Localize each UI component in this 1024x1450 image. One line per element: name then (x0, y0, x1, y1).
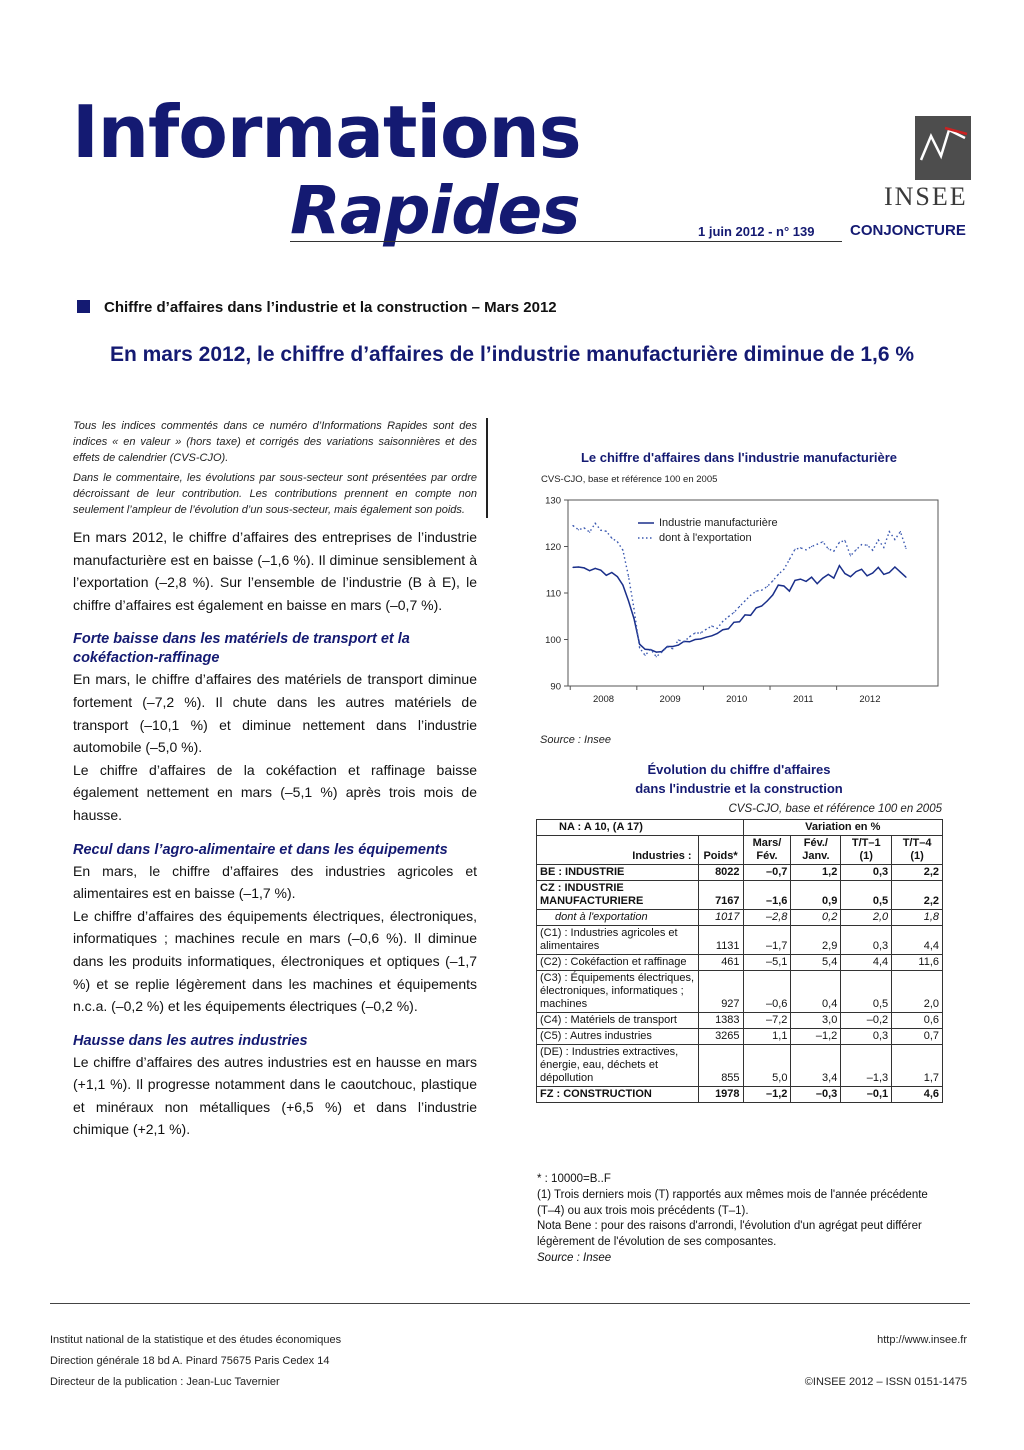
data-point (800, 579, 801, 580)
table-header-na: NA : A 10, (A 17) (537, 820, 744, 836)
table-row (537, 1045, 943, 1087)
data-point (750, 595, 751, 596)
left-column (73, 418, 477, 1141)
legend-label: dont à l'exportation (659, 532, 752, 544)
cell-v2: –0,3 (791, 1087, 841, 1103)
cell-v1: –1,7 (743, 926, 791, 955)
table-row (537, 955, 943, 971)
cell-v2: 0,4 (791, 971, 841, 1013)
data-point (850, 555, 851, 556)
data-point (839, 565, 840, 566)
intro-paragraph: Tous les indices commentés dans ce numéro d’Informations Rapides sont des indices « en valeur » (hors taxe) et corrigés des variations saisonnières et des effets de calendrier (CVS-CJO). (73, 420, 477, 464)
table-row (537, 865, 943, 881)
section-label: CONJONCTURE (850, 222, 966, 239)
x-tick-label: 2010 (726, 694, 748, 705)
table-row (537, 881, 943, 910)
table-title-line: Évolution du chiffre d'affaires (647, 762, 831, 777)
footer-line: Directeur de la publication : Jean-Luc Tavernier (50, 1376, 280, 1388)
intro-box (73, 418, 488, 518)
table-header-col: Fév./ Janv. (791, 836, 841, 865)
cell-poids: 1017 (698, 910, 743, 926)
series-line (573, 566, 906, 653)
data-point (678, 645, 679, 646)
data-point (817, 583, 818, 584)
data-point (811, 546, 812, 547)
data-point (633, 608, 634, 609)
cell-v2: 3,0 (791, 1013, 841, 1029)
data-point (789, 591, 790, 592)
note: * : 10000=B..F (537, 1173, 611, 1185)
cell-v2: –1,2 (791, 1029, 841, 1045)
data-point (783, 585, 784, 586)
issue-date: 1 juin 2012 - n° 139 (698, 224, 815, 239)
data-point (744, 600, 745, 601)
data-point (789, 559, 790, 560)
data-point (756, 607, 757, 608)
table-header-col: Mars/ Fév. (743, 836, 791, 865)
data-point (717, 628, 718, 629)
data-point (889, 531, 890, 532)
data-point (628, 576, 629, 577)
cell-v1: 1,1 (743, 1029, 791, 1045)
data-point (622, 550, 623, 551)
data-point (844, 573, 845, 574)
data-point (584, 527, 585, 528)
chart-subtitle: CVS-CJO, base et référence 100 en 2005 (541, 474, 718, 485)
cell-v1: –2,8 (743, 910, 791, 926)
data-point (672, 646, 673, 647)
cell-v4: 4,4 (892, 926, 943, 955)
data-point (667, 646, 668, 647)
data-point (572, 567, 573, 568)
table-notes (537, 1172, 947, 1267)
footer-right (805, 1330, 967, 1393)
cell-v3: –0,1 (841, 1087, 892, 1103)
data-point (706, 629, 707, 630)
data-point (672, 648, 673, 649)
data-point (622, 585, 623, 586)
y-tick-label: 100 (545, 635, 561, 646)
data-point (756, 591, 757, 592)
cell-v1: –7,2 (743, 1013, 791, 1029)
data-point (700, 638, 701, 639)
data-point (861, 569, 862, 570)
data-point (761, 605, 762, 606)
data-point (656, 652, 657, 653)
cell-v4: 0,7 (892, 1029, 943, 1045)
row-label: (C3) : Équipements électriques, électroniques, informatiques ; machines (537, 971, 699, 1013)
cell-poids: 855 (698, 1045, 743, 1087)
data-point (711, 625, 712, 626)
data-point (844, 540, 845, 541)
data-point (728, 628, 729, 629)
data-point (883, 574, 884, 575)
section-heading: Recul dans l’agro-alimentaire et dans les équipements (73, 841, 448, 858)
cell-v3: 0,5 (841, 881, 892, 910)
footer-line: Institut national de la statistique et des études économiques (50, 1334, 342, 1346)
data-point (894, 539, 895, 540)
body-paragraph: En mars, le chiffre d’affaires des matériels de transport diminue fortement (–7,2 %). Il chute dans les autres matériels de transport (–10,1 %) et diminue nettement dans l’industrie automobile (–5,0 %). (73, 671, 477, 756)
cell-poids: 461 (698, 955, 743, 971)
cell-v3: –0,2 (841, 1013, 892, 1029)
data-point (650, 649, 651, 650)
cell-v4: 1,7 (892, 1045, 943, 1087)
cell-v1: –0,7 (743, 865, 791, 881)
data-point (706, 637, 707, 638)
cell-v4: 2,2 (892, 881, 943, 910)
data-point (617, 576, 618, 577)
cell-poids: 7167 (698, 881, 743, 910)
data-point (806, 581, 807, 582)
data-point (889, 572, 890, 573)
data-point (695, 632, 696, 633)
data-point (739, 621, 740, 622)
cell-v3: 4,4 (841, 955, 892, 971)
cell-v2: 0,9 (791, 881, 841, 910)
data-point (639, 647, 640, 648)
cell-v3: 0,3 (841, 926, 892, 955)
body-paragraph: En mars, le chiffre d’affaires des industries agricoles et alimentaires est en baisse (–1,7 %). (73, 862, 477, 902)
masthead-title: Informations (72, 90, 581, 174)
data-point (833, 551, 834, 552)
data-point (761, 590, 762, 591)
data-point (867, 575, 868, 576)
table-row (537, 910, 943, 926)
data-point (817, 544, 818, 545)
data-point (744, 614, 745, 615)
data-point (639, 644, 640, 645)
x-tick-label: 2008 (592, 694, 615, 705)
data-point (722, 629, 723, 630)
row-label: (DE) : Industries extractives, énergie, eau, déchets et dépollution (537, 1045, 699, 1087)
footer-left (50, 1330, 341, 1393)
footer-url[interactable]: http://www.insee.fr (877, 1334, 967, 1346)
row-label: CZ : INDUSTRIE MANUFACTURIERE (537, 881, 699, 910)
footer-issn: ©INSEE 2012 – ISSN 0151-1475 (804, 1376, 967, 1388)
cell-v2: 2,9 (791, 926, 841, 955)
x-tick-label: 2011 (793, 694, 814, 705)
cell-v3: –1,3 (841, 1045, 892, 1087)
data-table (536, 819, 943, 1103)
cell-v2: 1,2 (791, 865, 841, 881)
data-point (778, 574, 779, 575)
cell-poids: 1131 (698, 926, 743, 955)
cell-v1: –1,2 (743, 1087, 791, 1103)
body-paragraph: Le chiffre d’affaires des autres industries est en hausse en mars (+1,1 %). Il progresse notamment dans le caoutchouc, plastique et minéraux non métalliques (+6,5 %) et dans l’industrie chimique (+2,1 %). (73, 1053, 477, 1138)
cell-v4: 2,0 (892, 971, 943, 1013)
cell-v3: 0,5 (841, 971, 892, 1013)
masthead-subtitle: Rapides (290, 172, 580, 249)
x-tick-label: 2009 (659, 694, 681, 705)
x-tick-label: 2012 (859, 694, 881, 705)
table-header-industries: Industries : (537, 836, 699, 865)
data-point (611, 538, 612, 539)
data-point (645, 655, 646, 656)
data-point (589, 532, 590, 533)
data-point (750, 615, 751, 616)
note: Nota Bene : pour des raisons d'arrondi, l'évolution d'un agrégat peut différer légèrement de l'évolution de ses composantes. (537, 1220, 922, 1249)
cell-v1: –5,1 (743, 955, 791, 971)
cell-v4: 2,2 (892, 865, 943, 881)
table-row (537, 1087, 943, 1103)
data-point (656, 656, 657, 657)
chart-source: Source : Insee (540, 734, 611, 746)
data-point (905, 548, 906, 549)
data-point (628, 600, 629, 601)
data-point (661, 652, 662, 653)
cell-v2: 3,4 (791, 1045, 841, 1087)
masthead-rule (290, 241, 842, 242)
y-tick-label: 90 (550, 681, 561, 693)
data-point (733, 622, 734, 623)
data-point (867, 545, 868, 546)
data-point (617, 541, 618, 542)
data-point (700, 632, 701, 633)
cell-v1: –1,6 (743, 881, 791, 910)
series-industrie-manufacturiere (572, 565, 906, 653)
data-point (894, 566, 895, 567)
data-point (856, 571, 857, 572)
data-point (589, 570, 590, 571)
y-tick-label: 110 (545, 588, 561, 600)
data-point (772, 580, 773, 581)
data-point (689, 641, 690, 642)
y-tick-label: 120 (545, 542, 561, 553)
row-label: (C4) : Matériels de transport (537, 1013, 699, 1029)
cell-poids: 8022 (698, 865, 743, 881)
data-point (905, 577, 906, 578)
cell-v4: 11,6 (892, 955, 943, 971)
data-point (778, 585, 779, 586)
data-point (606, 531, 607, 532)
row-label: (C2) : Cokéfaction et raffinage (537, 955, 699, 971)
body-paragraph: Le chiffre d’affaires des équipements électriques, électroniques, informatiques ; machines recule en mars (–0,6 %). Il diminue dans les produits informatiques, électroniques et optiques (–1,7 %) et se replie légèrement dans les machines et équipements n.c.a. (–0,2 %) et les équipements électriques (–0,2 %). (73, 907, 477, 1015)
data-point (611, 572, 612, 573)
data-point (678, 639, 679, 640)
table-header-col: T/T–1 (1) (841, 836, 892, 865)
data-point (806, 549, 807, 550)
row-label: BE : INDUSTRIE (537, 865, 699, 881)
data-point (900, 531, 901, 532)
cell-poids: 927 (698, 971, 743, 1013)
data-point (606, 575, 607, 576)
row-label: (C1) : Industries agricoles et alimentaires (537, 926, 699, 955)
data-point (578, 566, 579, 567)
table-header-poids: Poids* (698, 836, 743, 865)
data-point (767, 586, 768, 587)
data-point (689, 636, 690, 637)
body-paragraph: Le chiffre d’affaires de la cokéfaction et raffinage baisse également nettement en mars (–5,1 %) après trois mois de hausse. (73, 761, 477, 823)
data-point (828, 548, 829, 549)
footer-line: Direction générale 18 bd A. Pinard 75675 Paris Cedex 14 (50, 1355, 330, 1367)
table-row (537, 926, 943, 955)
data-point (872, 550, 873, 551)
body-paragraph: En mars 2012, le chiffre d’affaires des entreprises de l’industrie manufacturière est en baisse (–1,6 %). Il diminue sensiblement à l’exportation (–2,8 %). Sur l’ensemble de l’industrie (B à E), le chiffre d’affaires est également en baisse en mars (–0,7 %). (73, 529, 477, 613)
data-point (878, 567, 879, 568)
cell-poids: 1978 (698, 1087, 743, 1103)
data-point (861, 544, 862, 545)
table-title (536, 760, 942, 798)
data-point (722, 621, 723, 622)
data-point (811, 577, 812, 578)
data-point (856, 549, 857, 550)
note: (1) Trois derniers mois (T) rapportés aux mêmes mois de l'année précédente (T–4) ou aux trois mois précédents (T–1). (537, 1188, 928, 1217)
data-point (600, 570, 601, 571)
data-point (794, 549, 795, 550)
legend-label: Industrie manufacturière (659, 517, 778, 529)
y-tick-label: 130 (545, 495, 561, 507)
data-point (600, 530, 601, 531)
line-chart (530, 488, 942, 714)
cell-v4: 0,6 (892, 1013, 943, 1029)
intro-paragraph: Dans le commentaire, les évolutions par sous-secteur sont présentées par ordre décroissant de leur contribution. Les contributions prennent en compte non seulement l’ampleur de l’évolution d’un sous-secteur, mais également son poids. (73, 472, 477, 516)
data-point (794, 580, 795, 581)
data-point (783, 569, 784, 570)
table-source: Source : Insee (537, 1251, 612, 1264)
data-point (833, 578, 834, 579)
table-header-col: T/T–4 (1) (892, 836, 943, 865)
data-point (711, 635, 712, 636)
data-point (645, 649, 646, 650)
footer-divider (50, 1303, 970, 1304)
data-point (728, 616, 729, 617)
data-point (595, 523, 596, 524)
data-point (739, 606, 740, 607)
insee-logo-icon (915, 116, 971, 180)
row-label: dont à l'exportation (537, 910, 699, 926)
data-point (800, 547, 801, 548)
data-point (767, 600, 768, 601)
data-point (683, 641, 684, 642)
data-point (717, 633, 718, 634)
rubric: Chiffre d’affaires dans l’industrie et la construction – Mars 2012 (104, 299, 557, 316)
cell-poids: 1383 (698, 1013, 743, 1029)
chart-title: Le chiffre d'affaires dans l'industrie manufacturière (580, 450, 898, 465)
cell-v4: 1,8 (892, 910, 943, 926)
headline: En mars 2012, le chiffre d’affaires de l’industrie manufacturière diminue de 1,6 % (109, 343, 915, 366)
data-point (822, 578, 823, 579)
data-point (595, 568, 596, 569)
data-point (578, 529, 579, 530)
table-subtitle: CVS-CJO, base et référence 100 en 2005 (728, 803, 942, 815)
cell-v2: 0,2 (791, 910, 841, 926)
cell-v3: 2,0 (841, 910, 892, 926)
data-point (872, 572, 873, 573)
cell-v3: 0,3 (841, 865, 892, 881)
data-point (633, 618, 634, 619)
data-point (883, 547, 884, 548)
data-point (572, 525, 573, 526)
data-point (584, 567, 585, 568)
table-row (537, 1013, 943, 1029)
insee-logo-text: INSEE (884, 182, 968, 211)
cell-v3: 0,3 (841, 1029, 892, 1045)
data-point (828, 574, 829, 575)
data-point (822, 541, 823, 542)
data-point (850, 576, 851, 577)
table-row (537, 971, 943, 1013)
data-point (733, 612, 734, 613)
data-point (878, 539, 879, 540)
data-point (695, 639, 696, 640)
data-point (772, 594, 773, 595)
cell-v4: 4,6 (892, 1087, 943, 1103)
table-title-line: dans l'industrie et la construction (635, 781, 843, 796)
rubric-square-icon (77, 300, 90, 313)
row-label: (C5) : Autres industries (537, 1029, 699, 1045)
table-row (537, 1029, 943, 1045)
section-heading: Forte baisse dans les matériels de transport et la cokéfaction-raffinage (73, 631, 410, 667)
cell-poids: 3265 (698, 1029, 743, 1045)
table-header-variation: Variation en % (743, 820, 942, 836)
cell-v2: 5,4 (791, 955, 841, 971)
section-heading: Hausse dans les autres industries (73, 1032, 308, 1049)
row-label: FZ : CONSTRUCTION (537, 1087, 699, 1103)
data-point (839, 542, 840, 543)
data-point (900, 572, 901, 573)
cell-v1: 5,0 (743, 1045, 791, 1087)
cell-v1: –0,6 (743, 971, 791, 1013)
